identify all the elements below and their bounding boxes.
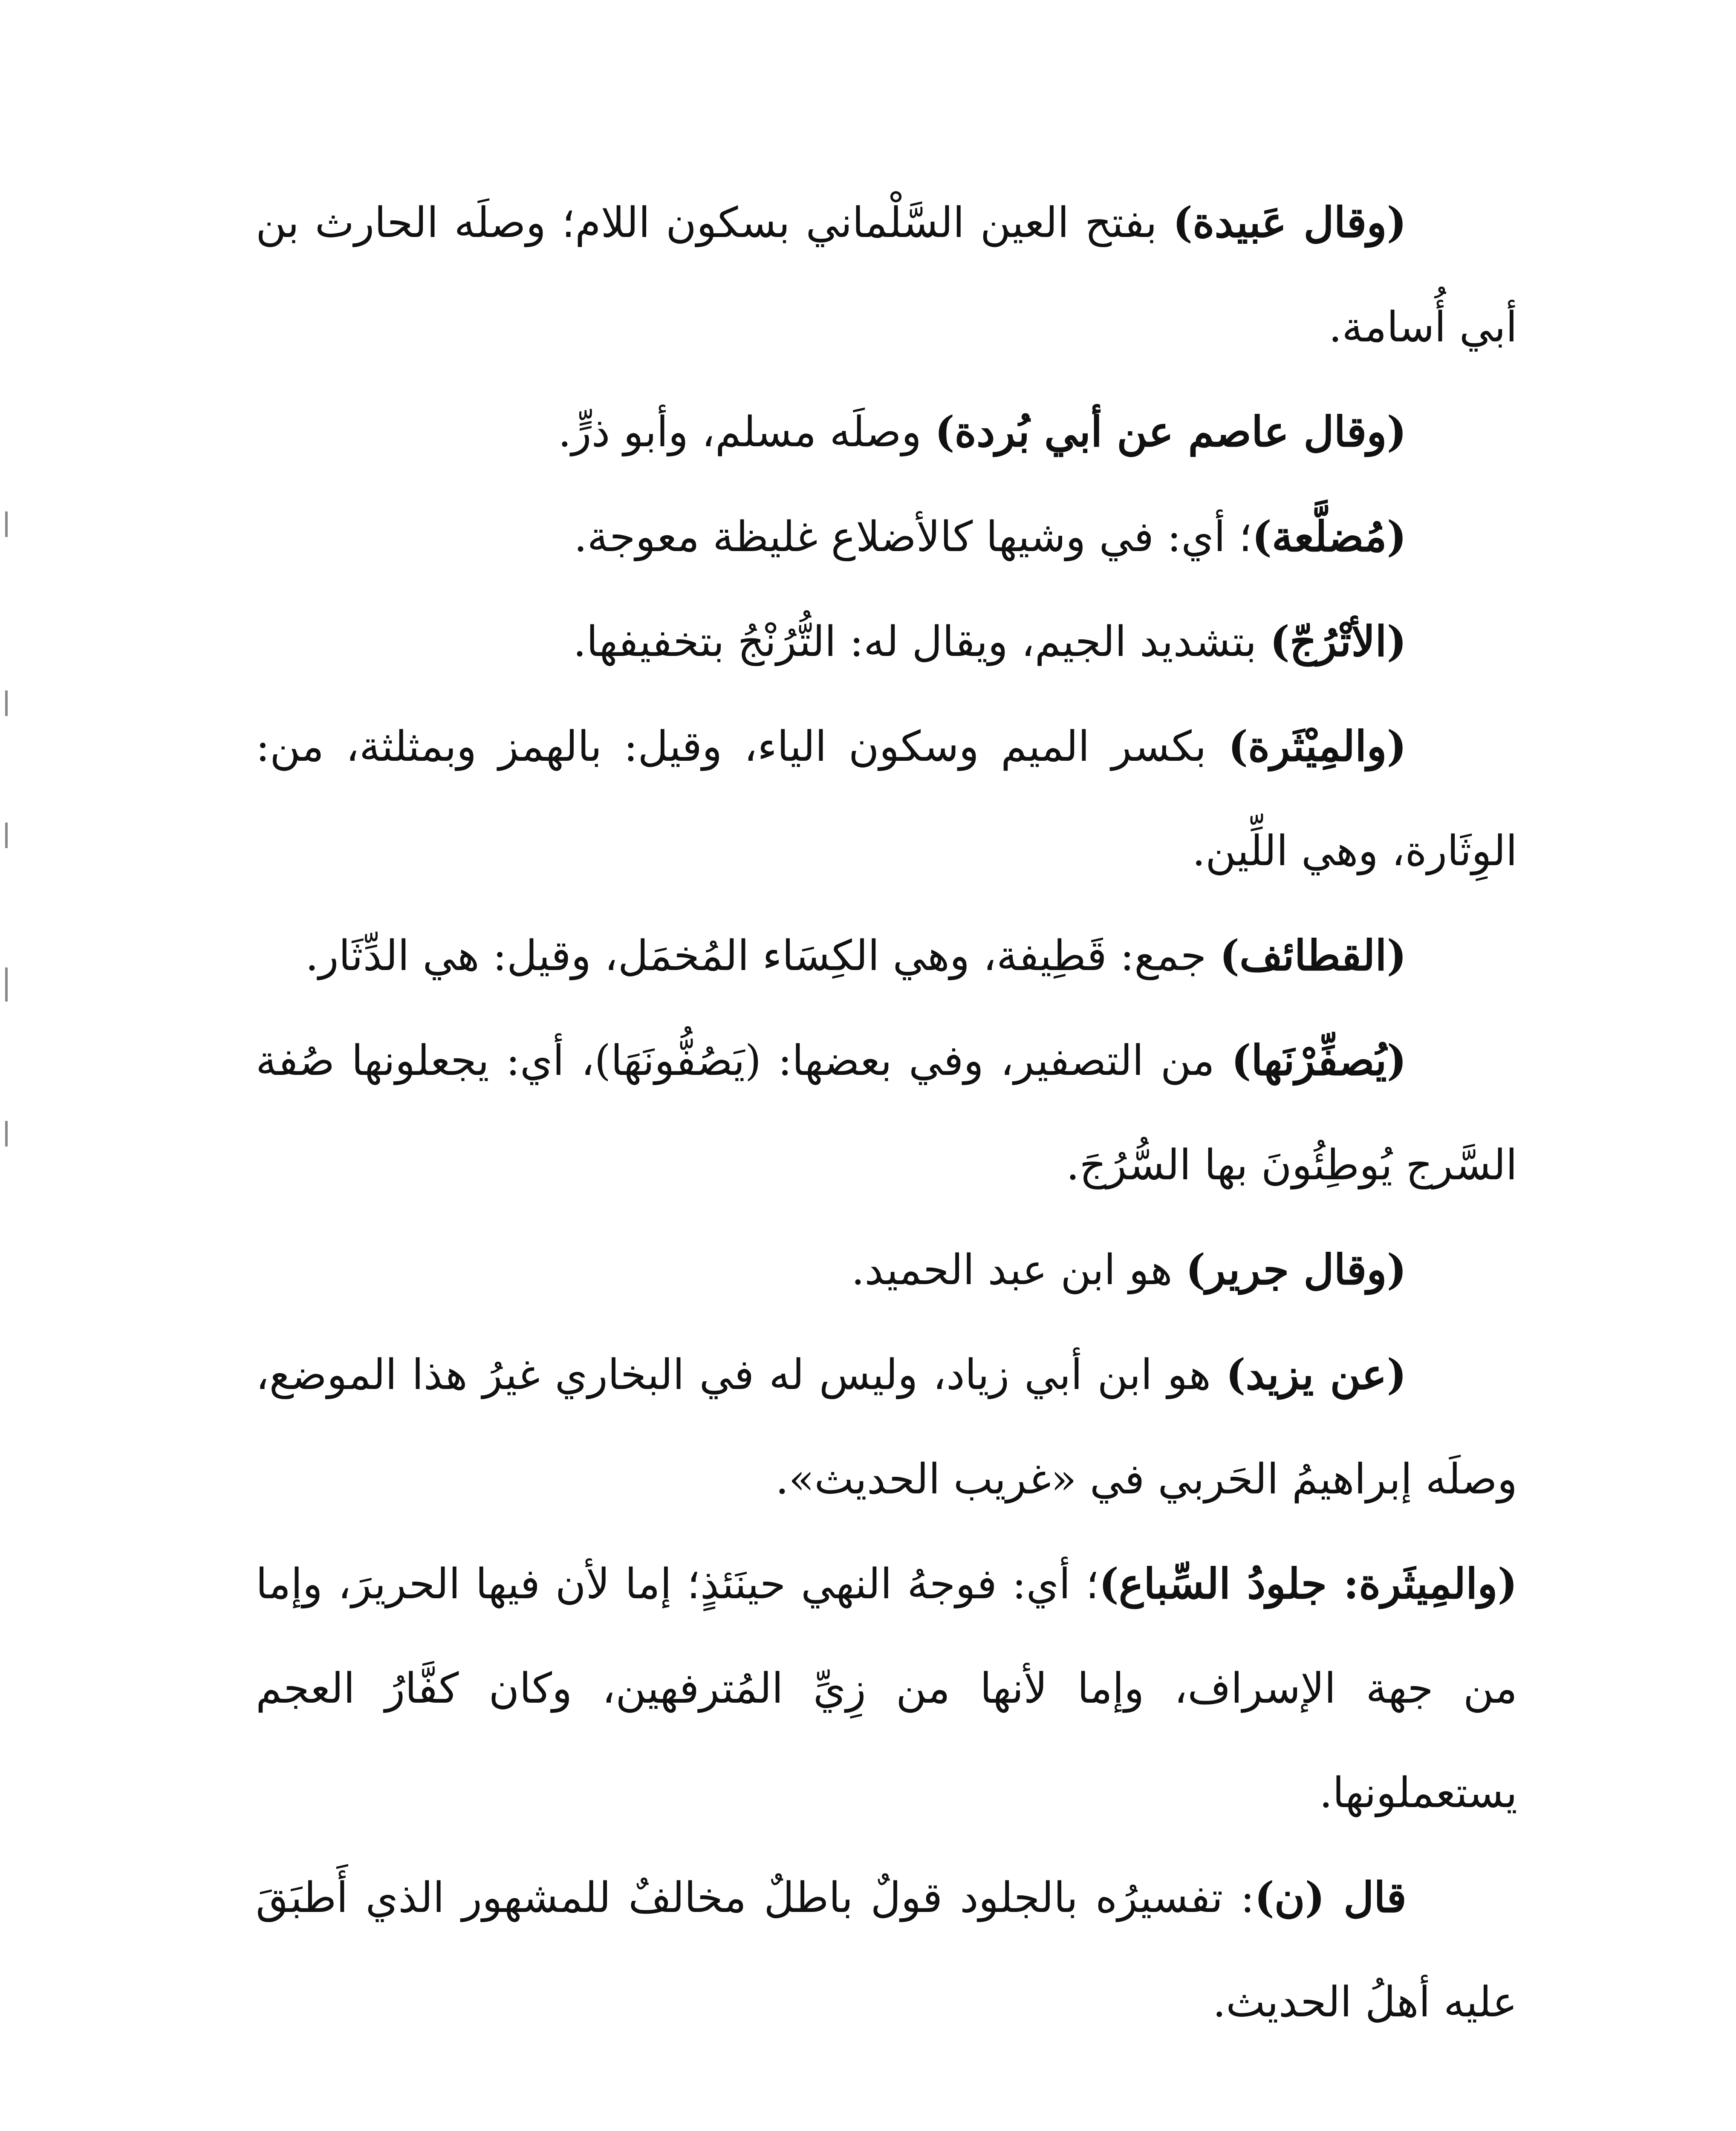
paragraph	[256, 1218, 1517, 1322]
scan-edge-mark	[5, 967, 8, 1002]
page-body	[256, 170, 1517, 2055]
paragraph	[256, 1322, 1517, 1532]
lemma: (وقال عاصم عن أبي بُردة)	[935, 407, 1407, 456]
gloss: هو ابن عبد الحميد.	[851, 1246, 1186, 1294]
gloss: ؛ أي: في وشيها كالأضلاع غليظة معوجة.	[574, 513, 1252, 561]
lemma: (والمِيثَرة: جلودُ السِّباع)	[1099, 1559, 1517, 1608]
lemma: (والمِيْثَرة)	[1228, 722, 1407, 771]
paragraph	[256, 170, 1517, 380]
lemma: (يُصفِّرْنَها)	[1231, 1036, 1407, 1085]
lemma: (مُضلَّعة)	[1252, 512, 1407, 561]
lemma: (القطائف)	[1219, 931, 1407, 980]
paragraph	[256, 1845, 1517, 2055]
gloss: : تفسيرُه بالجلود قولٌ باطلٌ مخالفٌ للمشهور الذي أَطبَقَ عليه أهلُ الحديث.	[256, 1874, 1517, 2027]
gloss: هو ابن أبي زياد، وليس له في البخاري غيرُ هذا الموضع، وصلَه إبراهيمُ الحَربي في «غريب الحديث».	[256, 1351, 1517, 1504]
paragraph	[256, 485, 1517, 589]
lemma: (وقال جرير)	[1185, 1245, 1407, 1294]
lemma: (الأتْرُجّ)	[1270, 617, 1407, 666]
paragraph	[256, 904, 1517, 1008]
lemma: قال (ن)	[1254, 1873, 1407, 1922]
paragraph	[256, 1532, 1517, 1845]
gloss: بفتح العين السَّلْماني بسكون اللام؛ وصلَه الحارث بن أبي أُسامة.	[256, 199, 1517, 352]
scan-edge-mark	[5, 1121, 8, 1146]
lemma: (وقال عَبيدة)	[1173, 198, 1407, 247]
gloss: جمع: قَطِيفة، وهي الكِسَاء المُخمَل، وقيل: هي الدِّثَار.	[305, 932, 1220, 980]
paragraph	[256, 694, 1517, 904]
scan-edge-mark	[5, 823, 8, 848]
paragraph	[256, 380, 1517, 485]
paragraph	[256, 589, 1517, 694]
scan-edge-mark	[5, 511, 8, 537]
gloss: وصلَه مسلم، وأبو ذرٍّ.	[558, 408, 935, 456]
gloss: بتشديد الجيم، ويقال له: التُّرُنْجُ بتخفيفها.	[573, 618, 1270, 666]
gloss: ؛ أي: فوجهُ النهي حينَئذٍ؛ إما لأن فيها الحريرَ، وإما من جهة الإسراف، وإما لأنها من زِيِّ المُترفهين، وكان كفَّارُ العجم يستعملونها.	[256, 1560, 1517, 1817]
gloss: من التصفير، وفي بعضها: (يَصُفُّونَهَا)، أي: يجعلونها صُفة السَّرج يُوطِئُونَ بها السُّرُجَ.	[256, 1037, 1517, 1190]
paragraph	[256, 1008, 1517, 1218]
lemma: (عن يزيد)	[1226, 1350, 1407, 1399]
scan-edge-mark	[5, 690, 8, 716]
gloss: بكسر الميم وسكون الياء، وقيل: بالهمز وبمثلثة، من: الوِثَارة، وهي اللِّين.	[256, 722, 1517, 875]
